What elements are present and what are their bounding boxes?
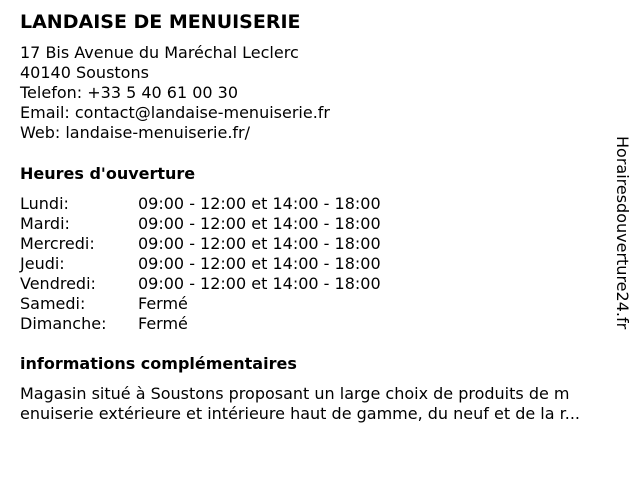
day-label: Jeudi:	[20, 254, 65, 273]
address-city: 40140 Soustons	[20, 63, 149, 82]
day-hours: Fermé	[138, 294, 188, 313]
info-heading: informations complémentaires	[20, 354, 297, 373]
hours-row-tuesday	[20, 214, 381, 234]
day-hours: 09:00 - 12:00 et 14:00 - 18:00	[138, 254, 381, 273]
hours-row-wednesday	[20, 234, 381, 254]
day-hours: 09:00 - 12:00 et 14:00 - 18:00	[138, 274, 381, 293]
business-name: LANDAISE DE MENUISERIE	[20, 11, 301, 33]
hours-table	[20, 194, 381, 334]
day-label: Mercredi:	[20, 234, 95, 253]
day-hours: 09:00 - 12:00 et 14:00 - 18:00	[138, 214, 381, 233]
web-line: Web: landaise-menuiserie.fr/	[20, 123, 250, 142]
day-hours: 09:00 - 12:00 et 14:00 - 18:00	[138, 194, 381, 213]
info-description	[20, 384, 632, 424]
hours-row-thursday	[20, 254, 381, 274]
day-label: Lundi:	[20, 194, 69, 213]
day-label: Dimanche:	[20, 314, 107, 333]
day-hours: Fermé	[138, 314, 188, 333]
day-hours: 09:00 - 12:00 et 14:00 - 18:00	[138, 234, 381, 253]
day-label: Mardi:	[20, 214, 70, 233]
hours-row-monday	[20, 194, 381, 214]
info-line: enuiserie extérieure et intérieure haut de gamme, du neuf et de la r...	[20, 404, 580, 423]
day-label: Vendredi:	[20, 274, 96, 293]
hours-row-saturday	[20, 294, 381, 314]
contact-block	[20, 43, 330, 143]
email-line: Email: contact@landaise-menuiserie.fr	[20, 103, 330, 122]
hours-heading: Heures d'ouverture	[20, 164, 196, 183]
hours-row-friday	[20, 274, 381, 294]
day-label: Samedi:	[20, 294, 86, 313]
site-watermark	[612, 136, 636, 346]
watermark-text: Horairesdouverture24.fr	[613, 136, 632, 330]
address-street: 17 Bis Avenue du Maréchal Leclerc	[20, 43, 299, 62]
phone-line: Telefon: +33 5 40 61 00 30	[20, 83, 239, 102]
hours-row-sunday	[20, 314, 381, 334]
info-line: Magasin situé à Soustons proposant un large choix de produits de m	[20, 384, 570, 403]
